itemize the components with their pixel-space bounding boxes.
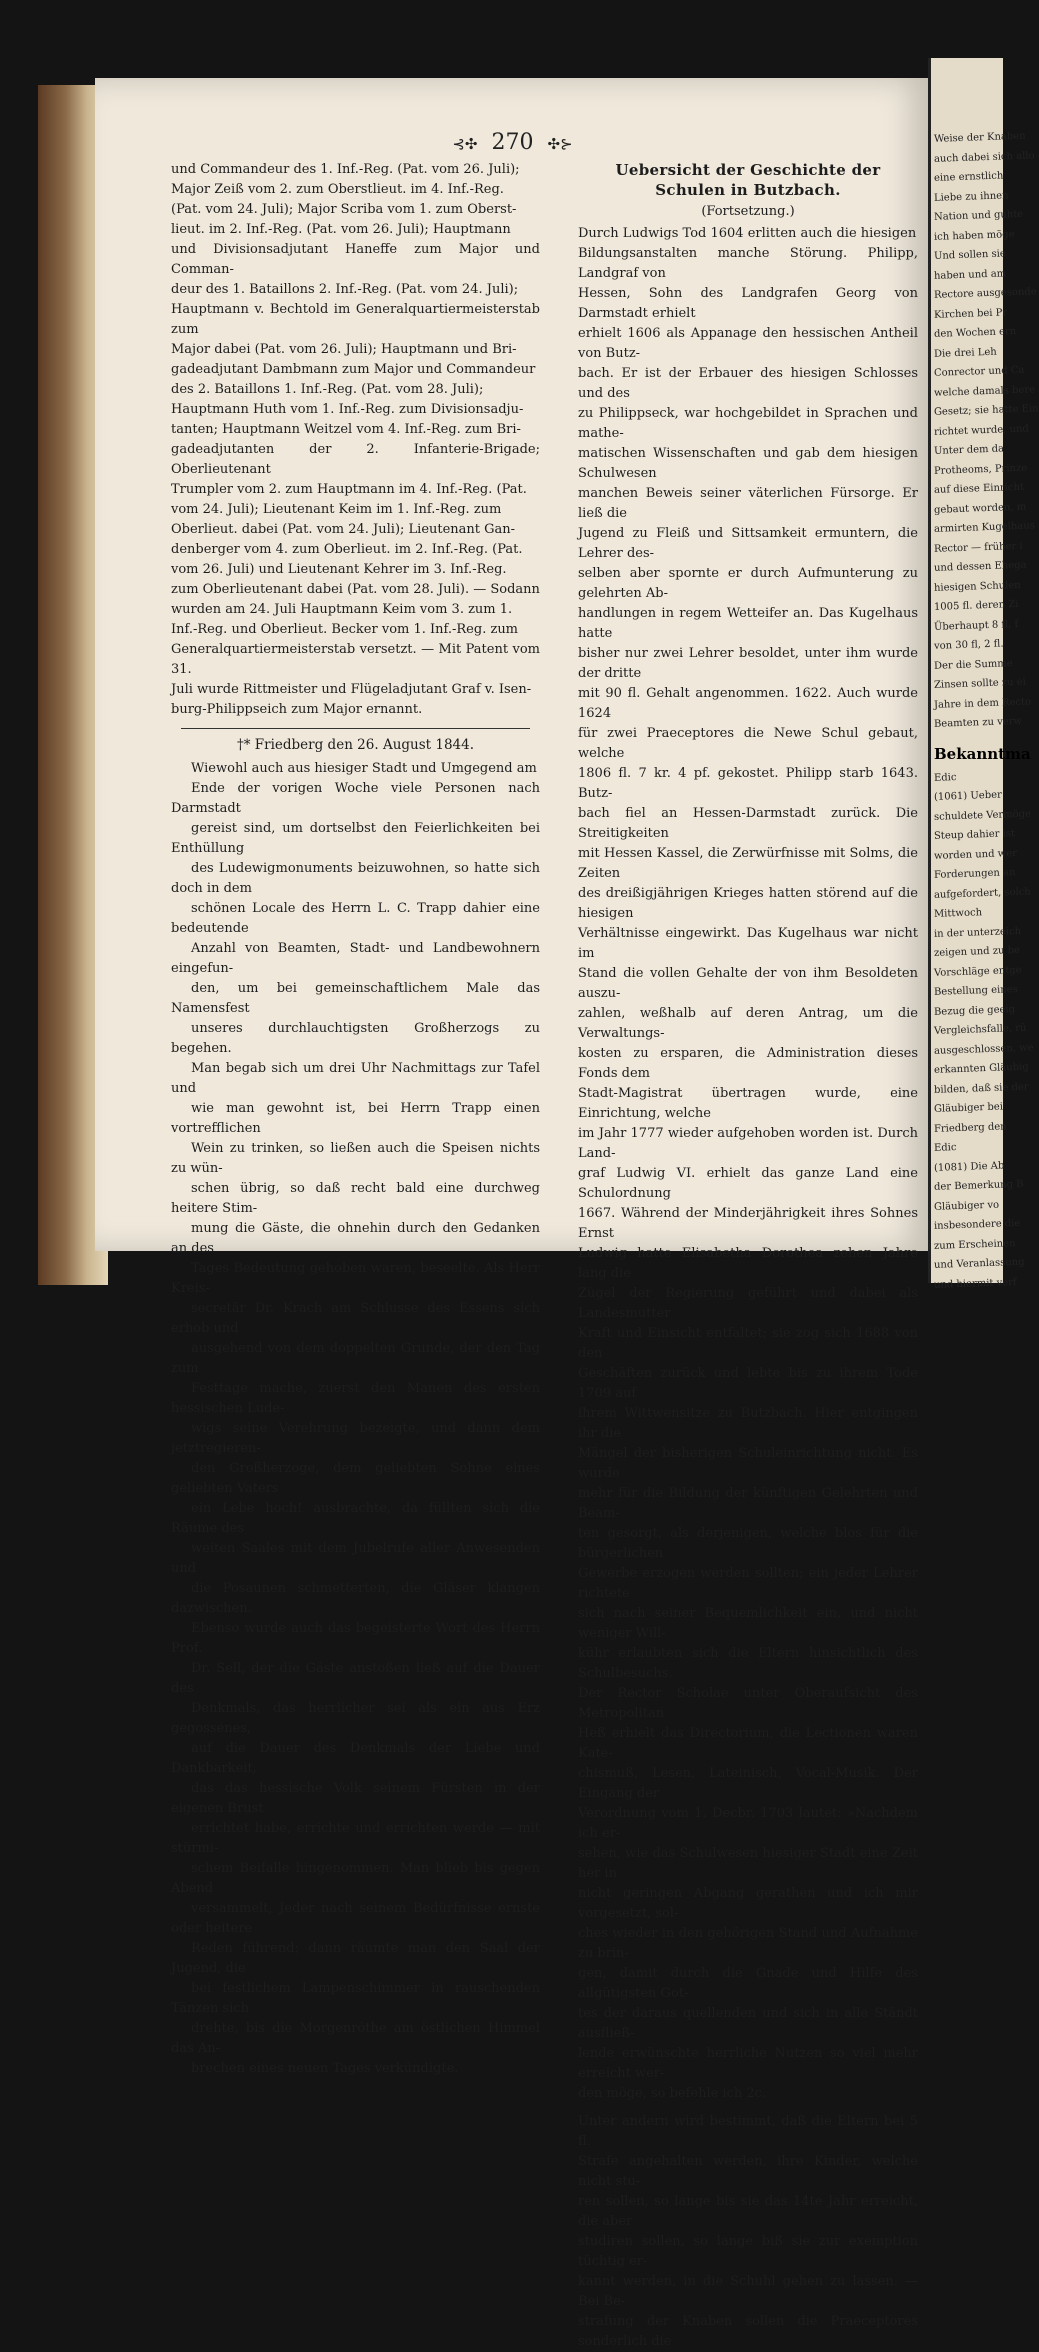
text-line: denberger vom 4. zum Oberlieut. im 2. Inf.-Reg. (Pat. bbox=[171, 542, 523, 557]
text-line: (Pat. vom 24. Juli); Major Scriba vom 1. zum Oberst- bbox=[171, 202, 517, 217]
text-line: tes der daraus quellenden und sich in alle Ständt ausfließ- bbox=[578, 2006, 918, 2041]
adjacent-text-line: Kirchen bei Pr bbox=[933, 306, 1008, 321]
text-line: Durch Ludwigs Tod 1604 erlitten auch die hiesigen bbox=[578, 226, 917, 241]
text-line: wurden am 24. Juli Hauptmann Keim vom 3. zum 1. bbox=[171, 602, 513, 617]
text-line: mung die Gäste, die ohnehin durch den Gedanken an des bbox=[171, 1221, 540, 1256]
text-line: Verordnung vom 1. Decbr. 1703 lautet: »Nachdem ich er- bbox=[578, 1806, 918, 1841]
text-line: Der Rector Scholae unter Oberaufsicht des Metropolitan bbox=[578, 1686, 918, 1721]
text-line: manchen Beweis seiner väterlichen Fürsorge. Er ließ die bbox=[578, 486, 918, 521]
page-number: 270 bbox=[491, 130, 534, 155]
text-line: deur des 1. Bataillons 2. Inf.-Reg. (Pat. vom 24. Juli); bbox=[171, 282, 519, 297]
text-line: Juli wurde Rittmeister und Flügeladjutant Graf v. Isen- bbox=[171, 682, 532, 697]
text-line: errichtet habe, errichte und errichten werde — mit stürmi- bbox=[171, 1821, 540, 1856]
text-line: Festtage mache, zuerst den Manen des ersten hessischen Lude- bbox=[171, 1381, 540, 1416]
text-line: Reden führend; dann räumte man den Saal der Jugend, die bbox=[171, 1941, 540, 1976]
school-history-paragraph-1 bbox=[578, 224, 918, 2104]
text-line: ein Lebe hoch! ausbrachte, da füllten sich die Räume des bbox=[171, 1501, 540, 1536]
text-line: Kraft und Einsicht entfaltet; sie zog sich 1688 von den bbox=[578, 1326, 918, 1361]
text-line: 1806 fl. 7 kr. 4 pf. gekostet. Philipp starb 1643. Butz- bbox=[578, 766, 918, 801]
adjacent-text-line: und hiermit verf bbox=[933, 1276, 1017, 1291]
adjacent-text-line: insbesondere die bbox=[933, 1217, 1021, 1232]
text-line: im Jahr 1777 wieder aufgehoben worden ist. Durch Land- bbox=[578, 1126, 918, 1161]
text-line: Major dabei (Pat. vom 26. Juli); Hauptmann und Bri- bbox=[171, 342, 517, 357]
school-history-paragraph-2 bbox=[578, 2112, 918, 2352]
article-subtitle: (Fortsetzung.) bbox=[701, 204, 795, 219]
adjacent-page-fragment bbox=[928, 58, 1039, 1291]
adjacent-text-line: den Wochen ern bbox=[933, 326, 1017, 340]
text-line: Bildungsanstalten manche Störung. Philipp, Landgraf von bbox=[578, 246, 918, 281]
adjacent-text-line: Und sollen sie bbox=[933, 248, 1006, 262]
text-line: ches wieder in den gehörigen Stand und Aufnahme zu brin- bbox=[578, 1926, 918, 1961]
adjacent-text-line: Conrector und Ca bbox=[933, 364, 1025, 379]
text-line: nicht geringen Abgang gerathen und ich mir vorgesetzt, sol- bbox=[578, 1886, 918, 1921]
dateline-friedberg: †* Friedberg den 26. August 1844. bbox=[236, 737, 475, 753]
text-line: Oberlieut. dabei (Pat. vom 24. Juli); Lieutenant Gan- bbox=[171, 522, 516, 537]
left-column bbox=[171, 160, 540, 2079]
text-line: kosten zu ersparen, die Administration dieses Fonds dem bbox=[578, 1046, 918, 1081]
text-line: burg-Philippseich zum Major ernannt. bbox=[171, 702, 423, 717]
text-line: den möge, so befehle ich 2c. bbox=[578, 2086, 767, 2101]
adjacent-text-line: und dessen Ehega bbox=[933, 559, 1027, 574]
text-line: ausgehend von dem doppelten Grunde, der den Tag zum bbox=[171, 1341, 540, 1376]
header-ornament-left: ⊰✣ bbox=[452, 135, 478, 153]
text-line: gadeadjutanten der 2. Infanterie-Brigade; Oberlieutenant bbox=[171, 442, 540, 477]
adjacent-text-line: auf diese Einricht bbox=[933, 481, 1025, 496]
adjacent-text-line: eine ernstlich bbox=[933, 170, 1004, 184]
header-ornament-right: ✣⊱ bbox=[547, 135, 573, 153]
text-line: Hauptmann Huth vom 1. Inf.-Reg. zum Divisionsadju- bbox=[171, 402, 524, 417]
text-line: gen, damit durch die Gnade und Hilfe des allgütigsten Got- bbox=[578, 1966, 918, 2001]
text-line: bisher nur zwei Lehrer besoldet, unter ihm wurde der dritte bbox=[578, 646, 918, 681]
adjacent-text-line: Zinsen sollte zu ei bbox=[933, 676, 1027, 691]
text-line: Hessen, Sohn des Landgrafen Georg von Darmstadt erhielt bbox=[578, 286, 918, 321]
book-page bbox=[95, 78, 930, 2349]
text-line: den Großherzoge, dem geliebten Sohne eines geliebten Vaters bbox=[171, 1461, 540, 1496]
text-line: selben aber spornte er durch Aufmunterung zu gelehrten Ab- bbox=[578, 566, 918, 601]
text-line: Zügel der Regierung geführt und dabei als Landesmutter bbox=[578, 1286, 918, 1321]
adjacent-text-line: Vorschläge entge bbox=[933, 964, 1022, 979]
text-line: matischen Wissenschaften und gab dem hiesigen Schulwesen bbox=[578, 446, 918, 481]
article-title: Uebersicht der Geschichte der Schulen in Butzbach. bbox=[615, 161, 881, 199]
adjacent-text-line: von 30 fl, 2 fl. bbox=[933, 638, 1004, 652]
text-line: kannt werden, in die Schuhl gehen zu lassen. — Bei Be- bbox=[578, 2274, 918, 2309]
adjacent-text-line: Gläubiger bei bbox=[933, 1101, 1004, 1115]
text-line: das das hessische Volk seinem Fürsten in der eigenen Brust bbox=[171, 1781, 540, 1816]
text-line: lieut. im 2. Inf.-Reg. (Pat. vom 26. Juli); Hauptmann bbox=[171, 222, 511, 237]
adjacent-text-line: (1061) Ueber bbox=[933, 789, 1003, 803]
text-line: versammelt, Jeder nach seinem Bedürfnisse ernste oder heitere bbox=[171, 1901, 540, 1936]
adjacent-text-line: auch dabei sich allo bbox=[933, 149, 1035, 165]
military-promotions-paragraph bbox=[171, 160, 540, 720]
text-line: schem Beifalle hingenommen. Man blieb bis gegen Abend bbox=[171, 1861, 540, 1896]
text-line: Geschäften zurück und lebte bis zu ihrem Tode 1709 auf bbox=[578, 1366, 918, 1401]
adjacent-text-line: Vergleichsfalle, rü bbox=[933, 1022, 1027, 1037]
text-line: Ludwig hatte Elisabetha Dorothea zehen Jahre lang die bbox=[578, 1246, 918, 1281]
text-line: Anzahl von Beamten, Stadt- und Landbewohnern eingefun- bbox=[171, 941, 540, 976]
text-line: kühr erlaubten sich die Eltern hinsichtlich des Schulbesuchs. bbox=[578, 1646, 918, 1681]
adjacent-text-line: bilden, daß sie der bbox=[933, 1081, 1029, 1096]
adjacent-text-line: schuldete Vermöge bbox=[933, 808, 1032, 823]
adjacent-text-line: gebaut worden, m bbox=[933, 501, 1027, 516]
text-line: brechen eines neuen Tages verkündigte. bbox=[191, 2061, 459, 2076]
text-line: wigs seine Verehrung bezeigte, und dann dem jetztregieren- bbox=[171, 1421, 540, 1456]
adjacent-text-line: welche damals bere bbox=[933, 383, 1036, 399]
text-line: secretär Dr. Krach am Schlusse des Essens sich erhob und bbox=[171, 1301, 540, 1336]
text-line: gereist sind, um dortselbst den Feierlichkeiten bei Enthüllung bbox=[171, 821, 540, 856]
text-line: 1667. Während der Minderjährigkeit ihres Sohnes Ernst bbox=[578, 1206, 918, 1241]
adjacent-text-line: haben und am bbox=[933, 267, 1007, 282]
text-line: Generalquartiermeisterstab versetzt. — Mit Patent vom 31. bbox=[171, 642, 540, 677]
text-line: schönen Locale des Herrn L. C. Trapp dahier eine bedeutende bbox=[171, 901, 540, 936]
text-line: unseres durchlauchtigsten Großherzogs zu begehen. bbox=[171, 1021, 540, 1056]
adjacent-text-line: Bezug die geeig bbox=[933, 1003, 1016, 1018]
text-line: Ende der vorigen Woche viele Personen nach Darmstadt bbox=[171, 781, 540, 816]
text-line: gadeadjutant Dambmann zum Major und Commandeur bbox=[171, 362, 536, 377]
text-line: Stadt-Magistrat übertragen wurde, eine Einrichtung, welche bbox=[578, 1086, 918, 1121]
text-line: zahlen, weßhalb auf deren Antrag, um die Verwaltungs- bbox=[578, 1006, 918, 1041]
text-line: Jugend zu Fleiß und Sittsamkeit ermuntern, die Lehrer des- bbox=[578, 526, 918, 561]
text-line: Inf.-Reg. und Oberlieut. Becker vom 1. Inf.-Reg. zum bbox=[171, 622, 519, 637]
text-line: ren sollen, so lange bis sie das 14te Jahr erreicht, die aber bbox=[578, 2194, 918, 2229]
text-line: schen übrig, so daß recht bald eine durchweg heitere Stim- bbox=[171, 1181, 540, 1216]
text-line: für zwei Praeceptores die Newe Schul gebaut, welche bbox=[578, 726, 918, 761]
adjacent-text-line: armirten Kugelhaus bbox=[933, 520, 1036, 535]
adjacent-text-line: ich haben möge bbox=[933, 228, 1015, 243]
adjacent-text-line: und Veranlassung bbox=[933, 1256, 1025, 1271]
adjacent-text-line: Beamten zu verw bbox=[933, 715, 1023, 730]
adjacent-text-line: in der unterzeich bbox=[933, 925, 1022, 940]
adjacent-text-line: Forderungen an bbox=[933, 867, 1016, 881]
text-line: ten gesorgt, als derjenigen, welche blos für die bürgerlichen bbox=[578, 1526, 918, 1561]
text-line: Hauptmann v. Bechtold im Generalquartiermeisterstab zum bbox=[171, 302, 540, 337]
text-line: strafung der Knaben sollen die Praeceptores sonderlich die bbox=[578, 2314, 918, 2349]
text-line: Mängel der bisherigen Schuleinrichtung nicht. Es wurde bbox=[578, 1446, 918, 1481]
adjacent-text-line: Die drei Leh bbox=[933, 346, 997, 360]
text-line: Ebenso wurde auch das begeisterte Wort des Herrn Prof. bbox=[171, 1621, 540, 1656]
text-line: vom 26. Juli) und Lieutenant Kehrer im 3. Inf.-Reg. bbox=[171, 562, 507, 577]
adjacent-text-line: Liebe zu ihnen bbox=[933, 189, 1009, 204]
text-line: sehen, wie das Schulwesen hiesiger Stadt eine Zeit her in bbox=[578, 1846, 918, 1881]
text-line: Trumpler vom 2. zum Hauptmann im 4. Inf.-Reg. (Pat. bbox=[171, 482, 527, 497]
adjacent-text-line: Edic bbox=[933, 771, 957, 784]
text-line: lende erwünschte herrliche Nutzen so viel mehr erreicht wer- bbox=[578, 2046, 918, 2081]
text-line: Tages Bedeutung gehoben waren, beseelte. Als Herr Kreis- bbox=[171, 1261, 540, 1296]
text-line: Verhältnisse eingewirkt. Das Kugelhaus war nicht im bbox=[578, 926, 918, 961]
text-line: und Divisionsadjutant Haneffe zum Major und Comman- bbox=[171, 242, 540, 277]
text-line: Stand die vollen Gehalte der von ihm Besoldeten auszu- bbox=[578, 966, 918, 1001]
adjacent-text-line: Protheoms, Prinze bbox=[933, 462, 1028, 477]
text-line: drehte, bis die Morgenröthe am östlichen Himmel das An- bbox=[171, 2021, 540, 2056]
adjacent-text-line: aufgefordert, solch bbox=[933, 886, 1031, 901]
page-header bbox=[95, 130, 930, 155]
adjacent-text-line: Der die Summe bbox=[933, 657, 1013, 672]
text-line: sich nach seiner Bequemlichkeit ein, und nicht weniger Will- bbox=[578, 1606, 918, 1641]
adjacent-page-heading: Bekanntma bbox=[934, 744, 1031, 763]
text-line: zum Oberlieutenant dabei (Pat. vom 28. Juli). — Sodann bbox=[171, 582, 540, 597]
text-line: Strafe angehalten werden, ihre Kinder, welche nicht stu- bbox=[578, 2154, 918, 2189]
text-line: auf die Dauer des Denkmals der Liebe und Dankbarkeit, bbox=[171, 1741, 540, 1776]
text-line: studiren sollen, so lange biß sie zur exemption tüchtig er- bbox=[578, 2234, 918, 2269]
text-line: Major Zeiß vom 2. zum Oberstlieut. im 4. Inf.-Reg. bbox=[171, 182, 504, 197]
adjacent-text-line: Edic bbox=[933, 1142, 957, 1154]
text-line: ihrem Wittwensitze zu Butzbach. Hier entgingen ihr die bbox=[578, 1406, 918, 1441]
adjacent-text-line: 1005 fl. deren Zi bbox=[933, 598, 1019, 613]
adjacent-text-line: Jahre in dem Recto bbox=[933, 696, 1032, 711]
adjacent-page-text-bottom bbox=[931, 769, 1034, 1296]
text-line: Gewerbe erzogen werden sollten; ein jeder Lehrer richtete bbox=[578, 1566, 918, 1601]
adjacent-text-line: Rectore ausgesonde bbox=[933, 286, 1037, 301]
adjacent-text-line: Gesetz; sie hatte Ein bbox=[933, 403, 1039, 418]
text-line: des dreißigjährigen Krieges hatten störend auf die hiesigen bbox=[578, 886, 918, 921]
text-line: des 2. Bataillons 1. Inf.-Reg. (Pat. vom 28. Juli); bbox=[171, 382, 484, 397]
text-line: bach fiel an Hessen-Darmstadt zurück. Die Streitigkeiten bbox=[578, 806, 918, 841]
text-line: erhielt 1606 als Appanage den hessischen Antheil von Butz- bbox=[578, 326, 918, 361]
section-divider bbox=[181, 728, 530, 729]
adjacent-text-line: Nation und guhte bbox=[933, 208, 1024, 223]
adjacent-text-line: Bestellung eines bbox=[933, 983, 1018, 998]
text-line: zu Philippseck, war hochgebildet in Sprachen und mathe- bbox=[578, 406, 918, 441]
text-line: bach. Er ist der Erbauer des hiesigen Schlosses und des bbox=[578, 366, 918, 401]
adjacent-text-line: zeigen und zu be bbox=[933, 944, 1021, 959]
text-line: die Posaunen schmetterten, die Gläser klangen dazwischen. bbox=[171, 1581, 540, 1616]
friedberg-report-paragraph bbox=[171, 759, 540, 2079]
adjacent-text-line: der Bemerkung B bbox=[933, 1178, 1024, 1193]
text-line: Dr. Sell, der die Gäste anstoßen ließ auf die Dauer des bbox=[171, 1661, 540, 1696]
right-column bbox=[578, 160, 918, 2352]
text-line: den, um bei gemeinschaftlichem Male das Namensfest bbox=[171, 981, 540, 1016]
text-line: weiten Saales mit dem Jubelrufe aller Anwesenden und bbox=[171, 1541, 540, 1576]
adjacent-text-line: Mittwoch bbox=[933, 907, 983, 920]
text-line: Unter andern wird bestimmt, daß die Eltern bei 5 fl. bbox=[578, 2114, 918, 2149]
text-line: Man begab sich um drei Uhr Nachmittags zur Tafel und bbox=[171, 1061, 540, 1096]
text-line: mit 90 fl. Gehalt angenommen. 1622. Auch wurde 1624 bbox=[578, 686, 918, 721]
adjacent-text-line: worden und wer bbox=[933, 847, 1018, 862]
adjacent-text-line: Unter dem da bbox=[933, 443, 1005, 457]
text-line: tanten; Hauptmann Weitzel vom 4. Inf.-Reg. zum Bri- bbox=[171, 422, 521, 437]
text-line: Heß erhielt das Directorium, die Lectionen waren Kate- bbox=[578, 1726, 918, 1761]
text-line: vom 24. Juli); Lieutenant Keim im 1. Inf.-Reg. zum bbox=[171, 502, 502, 517]
adjacent-text-line: hiesigen Schulen bbox=[933, 579, 1021, 594]
text-line: wie man gewohnt ist, bei Herrn Trapp einen vortrefflichen bbox=[171, 1101, 540, 1136]
adjacent-text-line: Gläubiger vo bbox=[933, 1199, 1000, 1213]
adjacent-text-line: Friedberg den bbox=[933, 1120, 1007, 1135]
text-line: des Ludewigmonuments beizuwohnen, so hatte sich doch in dem bbox=[171, 861, 540, 896]
text-line: handlungen in regem Wetteifer an. Das Kugelhaus hatte bbox=[578, 606, 918, 641]
adjacent-text-line: Überhaupt 8 fl, f bbox=[933, 618, 1019, 633]
text-line: Wein zu trinken, so ließen auch die Speisen nichts zu wün- bbox=[171, 1141, 540, 1176]
adjacent-text-line: zum Erscheinen bbox=[933, 1237, 1016, 1252]
text-line: chismuß, Lesen, Lateinisch, Vocal-Musik. Der Eingang der bbox=[578, 1766, 918, 1801]
adjacent-text-line: Rector — früher i bbox=[933, 540, 1023, 555]
adjacent-text-line: erkannten Gläubig bbox=[933, 1061, 1029, 1076]
text-line: und Commandeur des 1. Inf.-Reg. (Pat. vom 26. Juli); bbox=[171, 162, 520, 177]
text-line: mit Hessen Kassel, die Zerwürfnisse mit Solms, die Zeiten bbox=[578, 846, 918, 881]
adjacent-text-line: (1081) Die Ab bbox=[933, 1159, 1005, 1174]
adjacent-text-line: Steup dahier ist bbox=[933, 828, 1016, 842]
text-line: bei festlichem Lampenschimmer in rauschenden Tänzen sich bbox=[171, 1981, 540, 2016]
adjacent-page-text-top bbox=[931, 130, 1039, 735]
adjacent-text-line: Weise der Knaben bbox=[933, 130, 1026, 145]
text-line: Denkmals, das herrlicher sei als ein aus Erz gegossenes, bbox=[171, 1701, 540, 1736]
text-line: mehr für die Bildung der künftigen Gelehrten und Beam- bbox=[578, 1486, 918, 1521]
text-line: graf Ludwig VI. erhielt das ganze Land eine Schulordnung bbox=[578, 1166, 918, 1201]
adjacent-text-line: richtet wurde, und bbox=[933, 423, 1030, 438]
text-line: Wiewohl auch aus hiesiger Stadt und Umgegend am bbox=[191, 761, 537, 776]
adjacent-text-line: ausgeschlossen, we bbox=[933, 1041, 1034, 1057]
